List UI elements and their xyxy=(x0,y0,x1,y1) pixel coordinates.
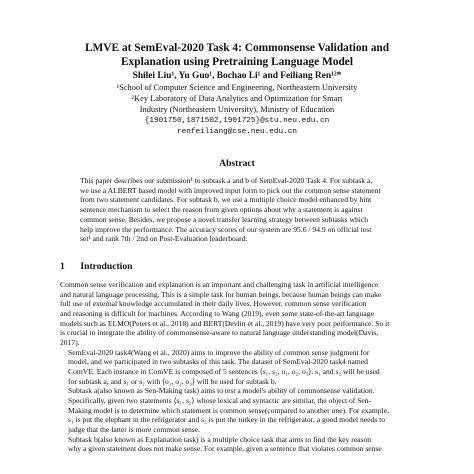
text-line: ComVE. Each instance in ComVE is composed of 5 sentences ⟨s₁, s₂, o₁, o₂, o₃⟩. s₁ and s₂ will be used xyxy=(68,366,380,376)
text-line: SemEval-2020 task4(Wang et al., 2020) aims to improve the ability of common sense judgment for xyxy=(68,347,370,357)
text-line: 2017). xyxy=(60,337,80,347)
introduction-body xyxy=(60,280,416,454)
text-line: models such as ELMO(Peters et al., 2018) and BERT(Devlin et al., 2019) have very poor performance. So it xyxy=(60,318,390,328)
subtask-b-paragraph xyxy=(60,435,416,454)
text-line: common sense. Besides, we propose a novel transfer learning strategy between subtasks which xyxy=(80,214,369,224)
text-line: and natural language processing. This is a simple task for human beings, because human beings can make xyxy=(60,289,382,299)
affiliation-2b: Industry (Northeastern University), Ministry of Education xyxy=(139,104,335,114)
section-heading-introduction xyxy=(60,261,132,272)
text-line: why a given statement does not make sense. For example, given a sentence that violates common sense xyxy=(68,444,382,454)
text-line: from two statement candidates. For subtask b, we use a multiple choice model enhanced by hint xyxy=(80,195,372,205)
title-line-2: Explanation using Pretraining Language Model xyxy=(120,55,354,68)
author-list: Shilei Liu¹, Yu Guo¹, Bochao Li¹ and Feiliang Ren¹²* xyxy=(132,71,342,81)
text-line: This paper describes our submission¹ to subtask a and b of SemEval-2020 Task 4. For subtask a, xyxy=(80,176,373,185)
intro-paragraph xyxy=(60,280,416,348)
abstract-body xyxy=(80,176,396,244)
text-line: s₁ is put the elephant in the refrigerator and s₂ is put the turkey in the refrigerator, a good model needs to xyxy=(68,415,386,425)
task-paragraph xyxy=(60,348,416,387)
text-line: judge that the latter is more common sense. xyxy=(68,424,201,434)
text-line: model, and we participated in two subtasks of this task. The dataset of SemEval-2020 task4 named xyxy=(68,357,368,367)
abstract-heading: Abstract xyxy=(219,158,255,169)
text-line: Subtask a(also known as Sen-Making task) aims to test a model's ability of commonsense validation. xyxy=(68,386,375,396)
text-line: Subtask b(also known as Explanation task) is a multiple choice task that aims to find the key reason xyxy=(68,434,372,444)
section-title: Introduction xyxy=(80,261,133,272)
paper-title xyxy=(20,42,454,69)
section-number: 1 xyxy=(60,261,65,272)
affiliation-2a: ²Key Laboratory of Data Analytics and Optimization for Smart xyxy=(131,94,343,103)
text-line: Common sense verification and explanation is an important and challenging task in artificial intelligence xyxy=(60,280,379,289)
email-corresponding: renfeiliang@cse.neu.edu.cn xyxy=(177,128,297,136)
text-line: Specifically, given two statements ⟨s₁, s₂⟩ whose lexical and syntactic are similar, the object of Sen- xyxy=(68,395,372,405)
text-line: and reasoning is difficult for machines. According to Wang (2019), even some state-of-the-art language xyxy=(60,308,374,318)
text-line: help improve the performance. The accuracy scores of our system are 95.6 / 94.9 on official test xyxy=(80,224,372,234)
text-line: for subtask a, and s₁ or s₂ with ⟨o₁, o₂, o₃⟩ will be used for subtask b. xyxy=(68,376,277,386)
email-students: {1901750,1871502,1901725}@stu.neu.edu.cn xyxy=(144,117,330,125)
text-line: we use a ALBERT based model with improved input form to pick out the common sense statement xyxy=(80,185,381,195)
text-line: full use of external knowledge accumulated in their daily lives. However, common sense verification xyxy=(60,299,367,309)
title-line-1: LMVE at SemEval-2020 Task 4: Commonsense Validation and xyxy=(84,42,390,54)
text-line: sentence mechanism to select the reason from given options about why a statement is against xyxy=(80,205,363,215)
text-line: set¹ and rank 7th / 2nd on Post-Evaluation leaderboard. xyxy=(80,234,248,244)
affiliation-1: ¹School of Computer Science and Engineering, Northeastern University xyxy=(116,83,358,92)
text-line: is crucial to integrate the ability of commonsense-aware to natural language understanding model(Davis, xyxy=(60,328,379,338)
text-line: Making model is to determine which statement is common sense(compared to another one). For example, xyxy=(68,405,389,415)
subtask-a-paragraph xyxy=(60,386,416,434)
